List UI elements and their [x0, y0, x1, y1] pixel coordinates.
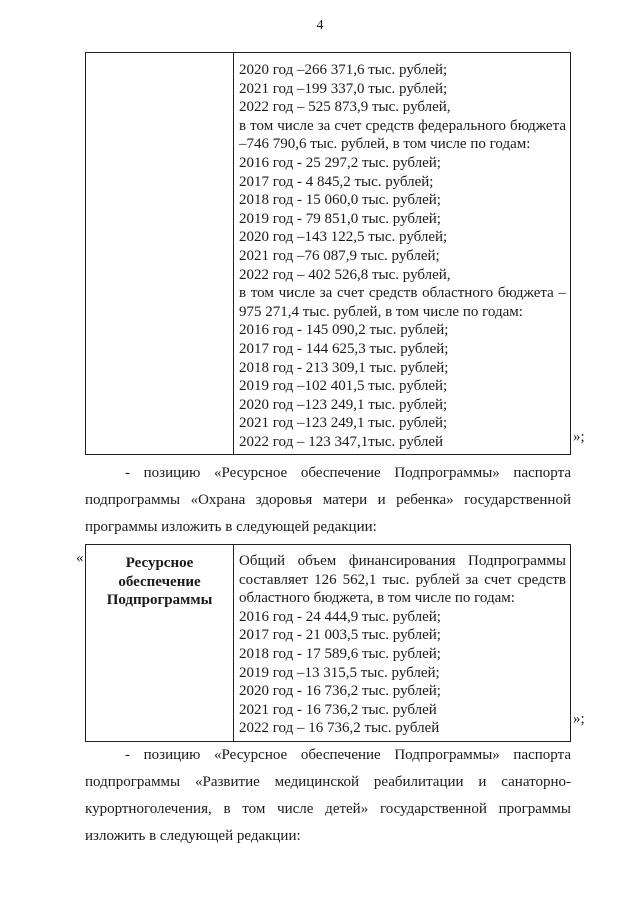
paragraph-line: - позицию «Ресурсное обеспечение Подпрограммы» паспорта [125, 465, 571, 481]
paragraph-line: курортноголечения, в том числе детей» государственной программы [85, 801, 571, 817]
year-line: 2018 год - 213 309,1 тыс. рублей; [239, 359, 449, 376]
instruction-paragraph [85, 742, 571, 850]
year-line: 2017 год - 21 003,5 тыс. рублей; [239, 627, 441, 644]
page-number: 4 [316, 18, 324, 33]
year-line: 2017 год - 4 845,2 тыс. рублей; [239, 173, 434, 190]
table-left-cell [86, 53, 234, 455]
closing-quote-mark: »; [573, 711, 585, 727]
year-line: 2022 год – 402 526,8 тыс. рублей, [239, 266, 451, 283]
year-line: 2022 год – 16 736,2 тыс. рублей [239, 720, 440, 737]
paragraph-line: изложить в следующей редакции: [85, 828, 301, 844]
year-line: 2022 год – 123 347,1тыс. рублей [239, 433, 444, 450]
paragraph-line: подпрограммы «Охрана здоровья матери и ребенка» государственной [85, 492, 571, 508]
year-line: 2019 год - 79 851,0 тыс. рублей; [239, 210, 441, 227]
year-line: 2016 год - 25 297,2 тыс. рублей; [239, 154, 441, 171]
regional-budget-intro: в том числе за счет средств областного бюджета – 975 271,4 тыс. рублей, в том числе по годам: [239, 285, 566, 320]
funding-details-cell [234, 545, 571, 742]
year-line: 2018 год - 17 589,6 тыс. рублей; [239, 645, 441, 662]
closing-quote-mark: »; [573, 429, 585, 445]
table-right-cell [234, 53, 571, 455]
paragraph-line: - позицию «Ресурсное обеспечение Подпрограммы» паспорта [125, 747, 571, 763]
year-line: 2021 год - 16 736,2 тыс. рублей [239, 701, 437, 718]
year-line: 2021 год –123 249,1 тыс. рублей; [239, 415, 448, 432]
resource-provision-table [85, 544, 571, 742]
opening-quote-mark: « [76, 550, 84, 566]
year-line: 2016 год - 24 444,9 тыс. рублей; [239, 608, 441, 625]
funding-intro: Общий объем финансирования Подпрограммы составляет 126 562,1 тыс. рублей за счет средств областного бюджета, в том числе по годам: [239, 553, 566, 607]
year-line: 2017 год - 144 625,3 тыс. рублей; [239, 340, 449, 357]
instruction-paragraph [85, 460, 571, 541]
year-line: 2020 год –143 122,5 тыс. рублей; [239, 229, 448, 246]
year-line: 2020 год –266 371,6 тыс. рублей; [239, 62, 448, 78]
paragraph-line: подпрограммы «Развитие медицинской реабилитации и санаторно- [85, 774, 571, 790]
year-line: 2022 год – 525 873,9 тыс. рублей, [239, 99, 451, 116]
paragraph-line: программы изложить в следующей редакции: [85, 519, 377, 535]
section-title-cell: Ресурсное обеспечение Подпрограммы [86, 545, 234, 742]
year-line: 2019 год –13 315,5 тыс. рублей; [239, 664, 440, 681]
funding-table-continuation [85, 52, 571, 455]
year-line: 2020 год –123 249,1 тыс. рублей; [239, 396, 448, 413]
year-line: 2020 год - 16 736,2 тыс. рублей; [239, 683, 441, 700]
year-line: 2021 год –199 337,0 тыс. рублей; [239, 80, 448, 97]
year-line: 2021 год –76 087,9 тыс. рублей; [239, 247, 440, 264]
year-line: 2016 год - 145 090,2 тыс. рублей; [239, 322, 449, 339]
federal-budget-intro: в том числе за счет средств федерального бюджета –746 790,6 тыс. рублей, в том числе по годам: [239, 117, 566, 153]
year-line: 2019 год –102 401,5 тыс. рублей; [239, 378, 448, 395]
year-line: 2018 год - 15 060,0 тыс. рублей; [239, 192, 441, 209]
